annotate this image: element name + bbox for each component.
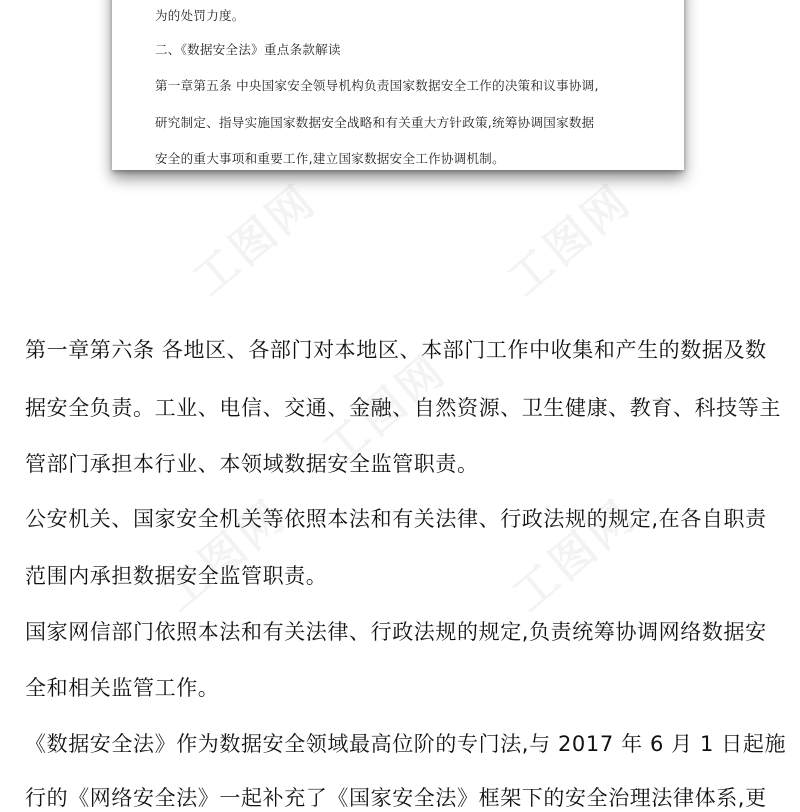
body-text-line: 行的《网络安全法》一起补充了《国家安全法》框架下的安全治理法律体系,更: [25, 786, 767, 810]
body-text-line: 《数据安全法》作为数据安全领域最高位阶的专门法,与 2017 年 6 月 1 日起施: [25, 732, 787, 756]
card-text-line: 第一章第五条 中央国家安全领导机构负责国家数据安全工作的决策和议事协调,: [155, 78, 599, 93]
body-text-line: 管部门承担本行业、本领域数据安全监管职责。: [25, 452, 479, 476]
watermark: [491, 166, 642, 308]
body-text-line: 全和相关监管工作。: [25, 676, 220, 700]
body-text-line: 范围内承担数据安全监管职责。: [25, 564, 328, 588]
body-text-line: 第一章第六条 各地区、各部门对本地区、本部门工作中收集和产生的数据及数: [25, 338, 767, 362]
watermark: [176, 166, 327, 308]
body-text-line: 据安全负责。工业、电信、交通、金融、自然资源、卫生健康、教育、科技等主: [25, 396, 781, 420]
card-text-line: 安全的重大事项和重要工作,建立国家数据安全工作协调机制。: [155, 151, 505, 166]
card-heading: 二、《数据安全法》重点条款解读: [155, 42, 341, 57]
card-text-line: 研究制定、指导实施国家数据安全战略和有关重大方针政策,统筹协调国家数据: [155, 115, 595, 130]
body-text-line: 国家网信部门依照本法和有关法律、行政法规的规定,负责统筹协调网络数据安: [25, 620, 767, 644]
card-text-line: 为的处罚力度。: [155, 8, 245, 23]
body-text-line: 公安机关、国家安全机关等依照本法和有关法律、行政法规的规定,在各自职责: [25, 507, 767, 531]
